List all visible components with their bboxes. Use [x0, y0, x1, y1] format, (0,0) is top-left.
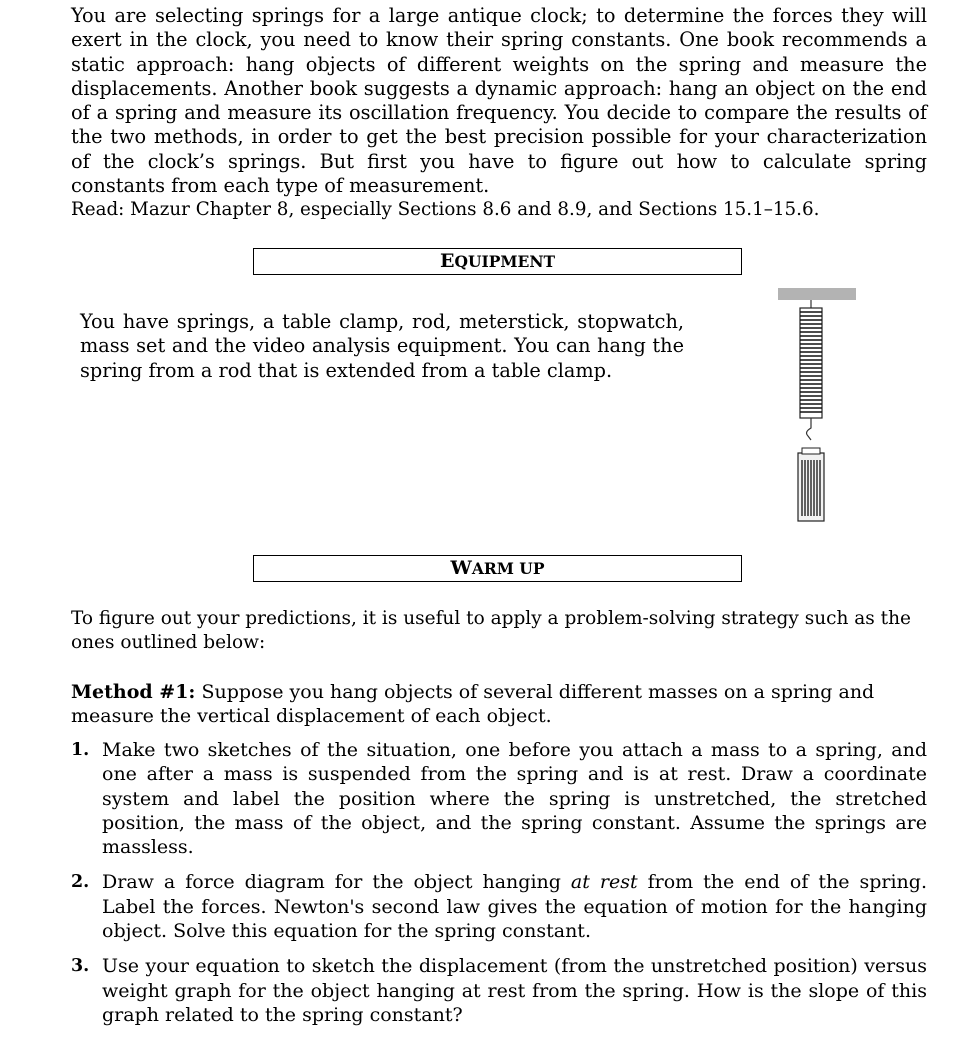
method-1-label: Method #1:	[71, 681, 196, 703]
step-text: Draw a force diagram for the object hanging	[102, 871, 571, 894]
step-text-continued: from the end of the spring. Label the forces. Newton's second law gives the equation of motion for the hanging object. Solve this equation for the spring constant.	[102, 871, 927, 943]
warmup-heading	[253, 555, 742, 582]
step-text-emphasis: at rest	[570, 871, 638, 894]
equipment-paragraph: You have springs, a table clamp, rod, meterstick, stopwatch, mass set and the video analysis equipment. You can hang the spring from a rod that is extended from a table clamp.	[80, 310, 684, 382]
step-number: 3.	[71, 956, 90, 977]
list-item	[71, 870, 927, 943]
step-number: 1.	[71, 740, 90, 760]
step-text: Make two sketches of the situation, one before you attach a mass to a spring, and one after a mass is suspended from the spring and is at rest. Draw a coordinate system and label the position where the spring is unstretched, the stretched position, the mass of the object, and the spring constant. Assume the springs are massless.	[102, 739, 927, 859]
equipment-heading-initial: E	[439, 250, 455, 272]
list-item	[71, 738, 927, 859]
warmup-paragraph: To figure out your predictions, it is useful to apply a problem-solving strategy such as the ones outlined below:	[71, 608, 911, 654]
equipment-heading	[253, 248, 742, 275]
steps-list	[71, 738, 927, 1038]
clamp-rod	[778, 288, 856, 300]
method-1-paragraph	[71, 680, 931, 729]
warmup-heading-initial: W	[450, 557, 472, 579]
hanging-spring-figure	[778, 288, 856, 524]
method-1-text: Suppose you hang objects of several different masses on a spring and measure the vertical displacement of each object.	[71, 681, 875, 728]
equipment-heading-rest: QUIPMENT	[454, 252, 556, 271]
step-text: Use your equation to sketch the displacement (from the unstretched position) versus weight graph for the object hanging at rest from the spring. How is the slope of this graph related to the spring constant?	[102, 955, 927, 1026]
step-number: 2.	[71, 872, 90, 893]
intro-paragraph: You are selecting springs for a large antique clock; to determine the forces they will exert in the clock, you need to know their spring constants. One book recommends a static approach: hang objects of different weights on the spring and measure the displacements. Another book suggests a dynamic approach: hang an object on the end of a spring and measure its oscillation frequency. You decide to compare the results of the two methods, in order to get the best precision possible for your characterization of the clock’s springs. But first you have to figure out how to calculate spring constants from each type of measurement.	[71, 4, 927, 198]
reading-assignment: Read: Mazur Chapter 8, especially Sections 8.6 and 8.9, and Sections 15.1–15.6.	[71, 199, 820, 220]
list-item	[71, 954, 927, 1027]
warmup-heading-rest: ARM UP	[471, 559, 545, 578]
